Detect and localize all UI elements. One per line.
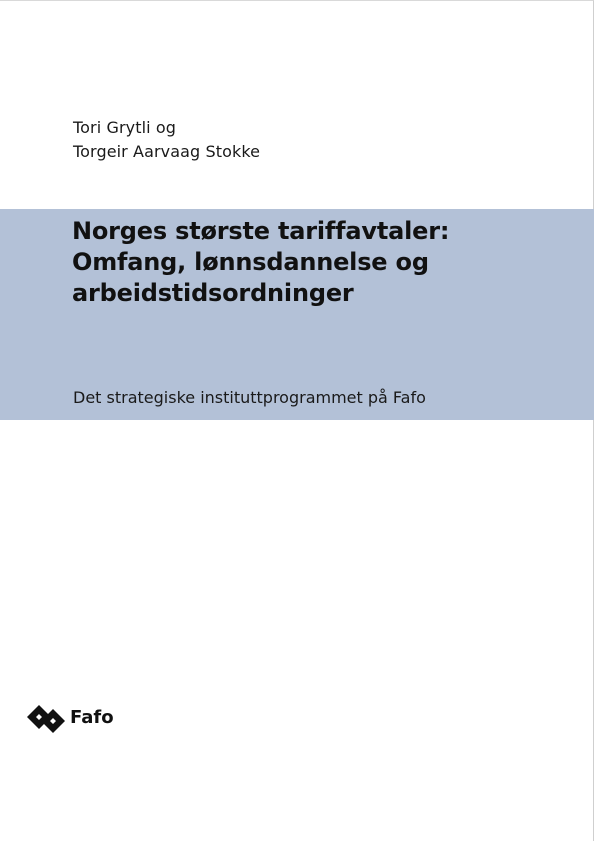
author-line-2: Torgeir Aarvaag Stokke bbox=[73, 142, 261, 161]
title-line-1: Norges største tariffavtaler: bbox=[72, 217, 450, 245]
logo-wordmark: Fafo bbox=[70, 707, 114, 728]
report-title bbox=[72, 216, 449, 309]
author-line-1: Tori Grytli og bbox=[73, 118, 176, 137]
fafo-logo-icon bbox=[25, 703, 67, 733]
program-subtitle: Det strategiske instituttprogrammet på Fafo bbox=[73, 388, 426, 407]
publisher-logo bbox=[25, 703, 114, 733]
title-line-2: Omfang, lønnsdannelse og bbox=[72, 248, 429, 276]
title-line-3: arbeidstidsordninger bbox=[72, 279, 354, 307]
author-list bbox=[73, 116, 260, 164]
